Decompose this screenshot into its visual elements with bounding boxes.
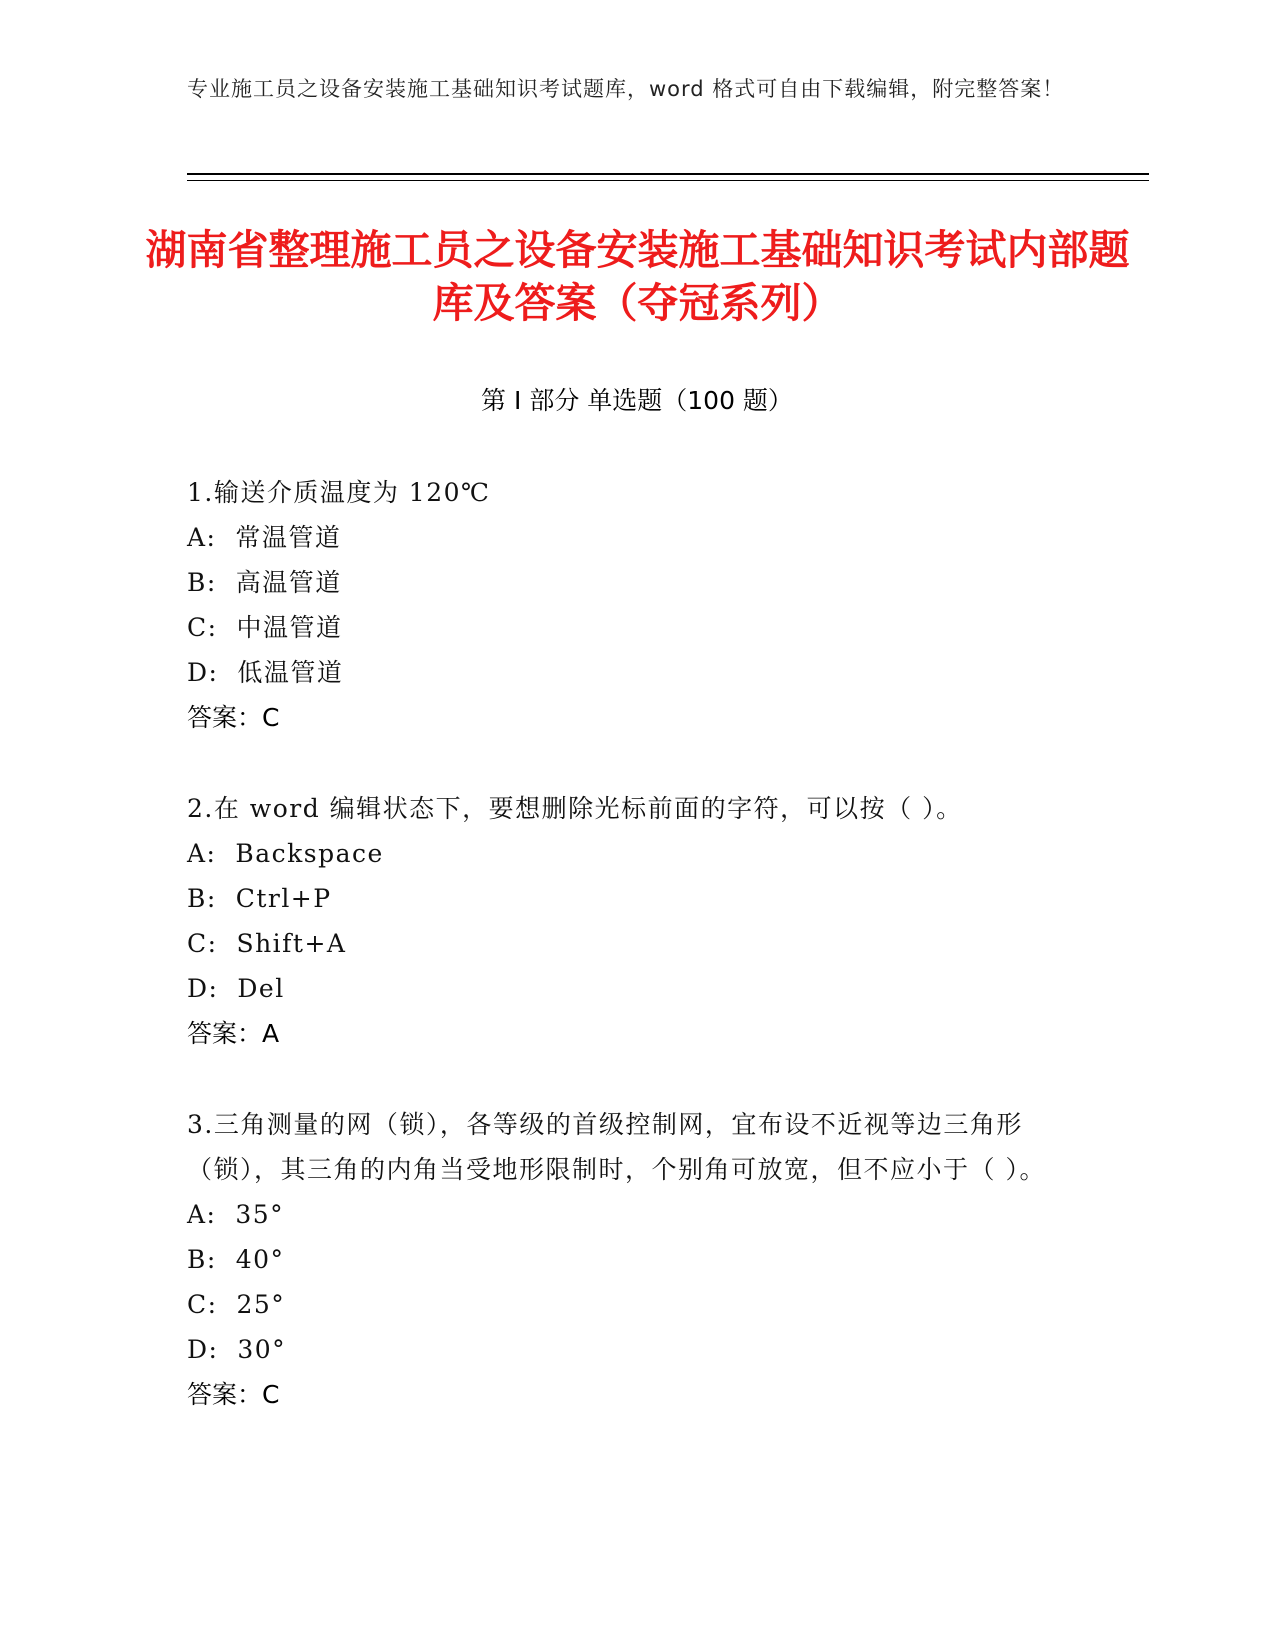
option-a: A: Backspace [187,839,384,868]
option-c: C: 中温管道 [187,613,343,642]
question-2 [187,786,1067,1056]
option-c: C: Shift+A [187,929,347,958]
question-list [187,470,1067,1463]
option-b: B: Ctrl+P [187,884,332,913]
document-title: 湖南省整理施工员之设备安装施工基础知识考试内部题库及答案（夺冠系列） [145,226,1130,327]
answer-line: 答案：C [187,1380,280,1409]
section-title: 第 I 部分 单选题（100 题） [481,386,793,415]
question-1 [187,470,1067,740]
option-d: D: 低温管道 [187,658,344,687]
option-c: C: 25° [187,1290,286,1319]
header-divider-thick [187,173,1149,175]
option-a: A: 35° [187,1200,285,1229]
option-b: B: 高温管道 [187,568,342,597]
option-d: D: 30° [187,1335,287,1364]
option-d: D: Del [187,974,285,1003]
question-stem: 2.在 word 编辑状态下，要想删除光标前面的字符，可以按（ ）。 [187,794,963,823]
option-a: A: 常温管道 [187,523,342,552]
question-stem: 1.输送介质温度为 120℃ [187,478,491,507]
question-3 [187,1102,1067,1417]
header-note: 专业施工员之设备安装施工基础知识考试题库，word 格式可自由下载编辑，附完整答案！ [187,77,1065,101]
answer-line: 答案：A [187,1019,280,1048]
question-stem: 3.三角测量的网（锁），各等级的首级控制网，宜布设不近视等边三角形（锁），其三角的内角当受地形限制时，个别角可放宽，但不应小于（ ）。 [187,1110,1046,1184]
header-divider-thin [187,180,1149,181]
answer-line: 答案：C [187,703,280,732]
option-b: B: 40° [187,1245,285,1274]
